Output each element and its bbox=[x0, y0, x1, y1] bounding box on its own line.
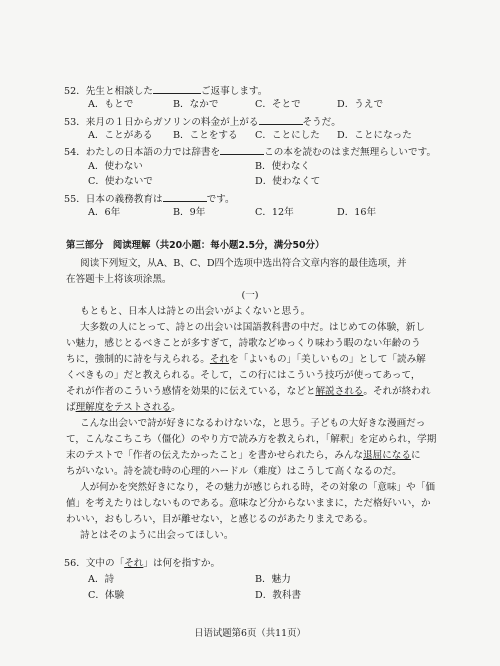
question-54 bbox=[64, 145, 436, 159]
option-52-b: B．なかで bbox=[173, 99, 219, 110]
underlined-taikutsu: 退屈になる bbox=[363, 450, 411, 461]
option-53-c: C．ことにした bbox=[255, 130, 320, 141]
answer-blank bbox=[259, 115, 303, 125]
passage-text: 末のテストで「作者の伝えたかったこと」を書かせられたら，みんな bbox=[66, 450, 364, 461]
question-55-stem: 55．日本の義務教育は bbox=[64, 194, 163, 205]
passage-line bbox=[66, 402, 181, 414]
question-52 bbox=[64, 84, 267, 98]
page-footer: 日语试题第6页（共11页） bbox=[194, 628, 306, 639]
passage-line: 値」を考えたりはしないものである。意味など分からないままに，ただ格好いい，か bbox=[66, 498, 431, 509]
question-54-stem-end: この本を読むのはまだ無理らしいです。 bbox=[264, 147, 437, 158]
question-55-stem-end: です。 bbox=[206, 194, 235, 205]
passage-text: 。 bbox=[171, 402, 181, 413]
passage-text: ちに，強制的に詩を与えられる。 bbox=[66, 354, 210, 365]
option-52-c: C．そとで bbox=[255, 99, 301, 110]
passage-line: て，こんなこちこち（僵化）のやり方で読み方を教えられ，「解釈」を定められ，学期 bbox=[66, 434, 437, 445]
section-title: 第三部分 阅读理解（共20小题：每小题2.5分，满分50分） bbox=[66, 240, 325, 251]
passage-line: 詩とはそのように出会ってほしい。 bbox=[80, 530, 234, 541]
passage-text: ば bbox=[66, 402, 76, 413]
option-56-a: A．詩 bbox=[88, 574, 115, 585]
option-52-d: D．うえで bbox=[337, 99, 384, 110]
question-53-stem: 53．来月の１日からガソリンの料金が上がる bbox=[64, 117, 259, 128]
answer-blank bbox=[220, 145, 264, 155]
passage-line: 大多数の人にとって、詩との出会いは国語教科書の中だ。はじめての体験，新し bbox=[80, 322, 425, 333]
question-52-stem-end: ご返事します。 bbox=[200, 86, 268, 97]
underlined-rikaido: 理解度をテストされる bbox=[75, 402, 172, 413]
question-56 bbox=[64, 558, 220, 570]
question-56-stem-end: 」は何を指すか。 bbox=[143, 558, 221, 569]
question-54-stem: 54．わたしの日本語の力では辞書を bbox=[64, 147, 221, 158]
passage-line: くべきもの」だと教えられる。そして，この行にはこういう技巧が使ってあって， bbox=[66, 370, 421, 381]
question-55 bbox=[64, 192, 235, 206]
passage-text: それが作者のこういう感情を効果的に伝えている，などと bbox=[66, 386, 316, 397]
passage-line: 人が何かを突然好きになり，その魅力が感じられる時，その対象の「意味」や「価 bbox=[80, 482, 435, 493]
option-55-c: C．12年 bbox=[255, 207, 294, 218]
option-53-a: A．ことがある bbox=[88, 130, 153, 141]
passage-text: 。それが終われ bbox=[363, 386, 431, 397]
passage-line: ちがいない。詩を読む時の心理的ハードル（难度）はこうして高くなるのだ。 bbox=[66, 466, 402, 477]
option-55-a: A．6年 bbox=[88, 207, 121, 218]
passage-line: い魅力，感じとるべきことが多すぎて，詩歌などゆっくり味わう暇のない年齢のう bbox=[66, 338, 421, 349]
section-instruction-line2: 在答题卡上将该项涂黑。 bbox=[66, 274, 172, 285]
passage-line bbox=[66, 354, 426, 366]
option-55-d: D．16年 bbox=[337, 207, 377, 218]
question-56-stem: 56．文中の「 bbox=[64, 558, 125, 569]
option-56-c: C．体験 bbox=[88, 590, 125, 601]
passage-line: こんな出会いで詩が好きになるわけないな，と思う。子どもの大好きな漫画だっ bbox=[80, 418, 426, 429]
option-55-b: B．9年 bbox=[173, 207, 206, 218]
passage-number: (一) bbox=[241, 290, 259, 301]
option-53-d: D．ことになった bbox=[337, 130, 412, 141]
answer-blank bbox=[153, 84, 201, 94]
question-53 bbox=[64, 115, 341, 129]
option-56-d: D．教科書 bbox=[255, 590, 302, 601]
passage-text: に bbox=[411, 450, 421, 461]
underlined-kaisetsu: 解説される bbox=[315, 386, 364, 397]
passage-line bbox=[66, 450, 421, 462]
question-53-stem-end: そうだ。 bbox=[302, 117, 341, 128]
option-52-a: A．もとで bbox=[88, 99, 134, 110]
question-52-stem: 52．先生と相談した bbox=[64, 86, 153, 97]
passage-paragraph-1: もともと、日本人は詩との出会いがよくないと思う。 bbox=[80, 306, 311, 317]
option-53-b: B．ことをする bbox=[173, 130, 238, 141]
answer-blank bbox=[163, 192, 207, 202]
option-56-b: B．魅力 bbox=[255, 574, 291, 585]
passage-line bbox=[66, 386, 431, 398]
option-54-c: C．使わないで bbox=[88, 176, 153, 187]
passage-text: を「よいもの」「美しいもの」として「読み解 bbox=[229, 354, 426, 365]
section-instruction-line1: 阅读下列短文，从A、B、C、D四个选项中选出符合文章内容的最佳选项，并 bbox=[80, 258, 407, 269]
underlined-sore: それ bbox=[124, 558, 144, 569]
passage-line: わいい，おもしろい，目が離せない，と感じるのがあたりまえである。 bbox=[66, 514, 373, 525]
underlined-sore: それ bbox=[209, 354, 230, 365]
option-54-a: A．使わない bbox=[88, 161, 143, 172]
option-54-d: D．使わなくて bbox=[255, 176, 321, 187]
option-54-b: B．使わなく bbox=[255, 161, 311, 172]
